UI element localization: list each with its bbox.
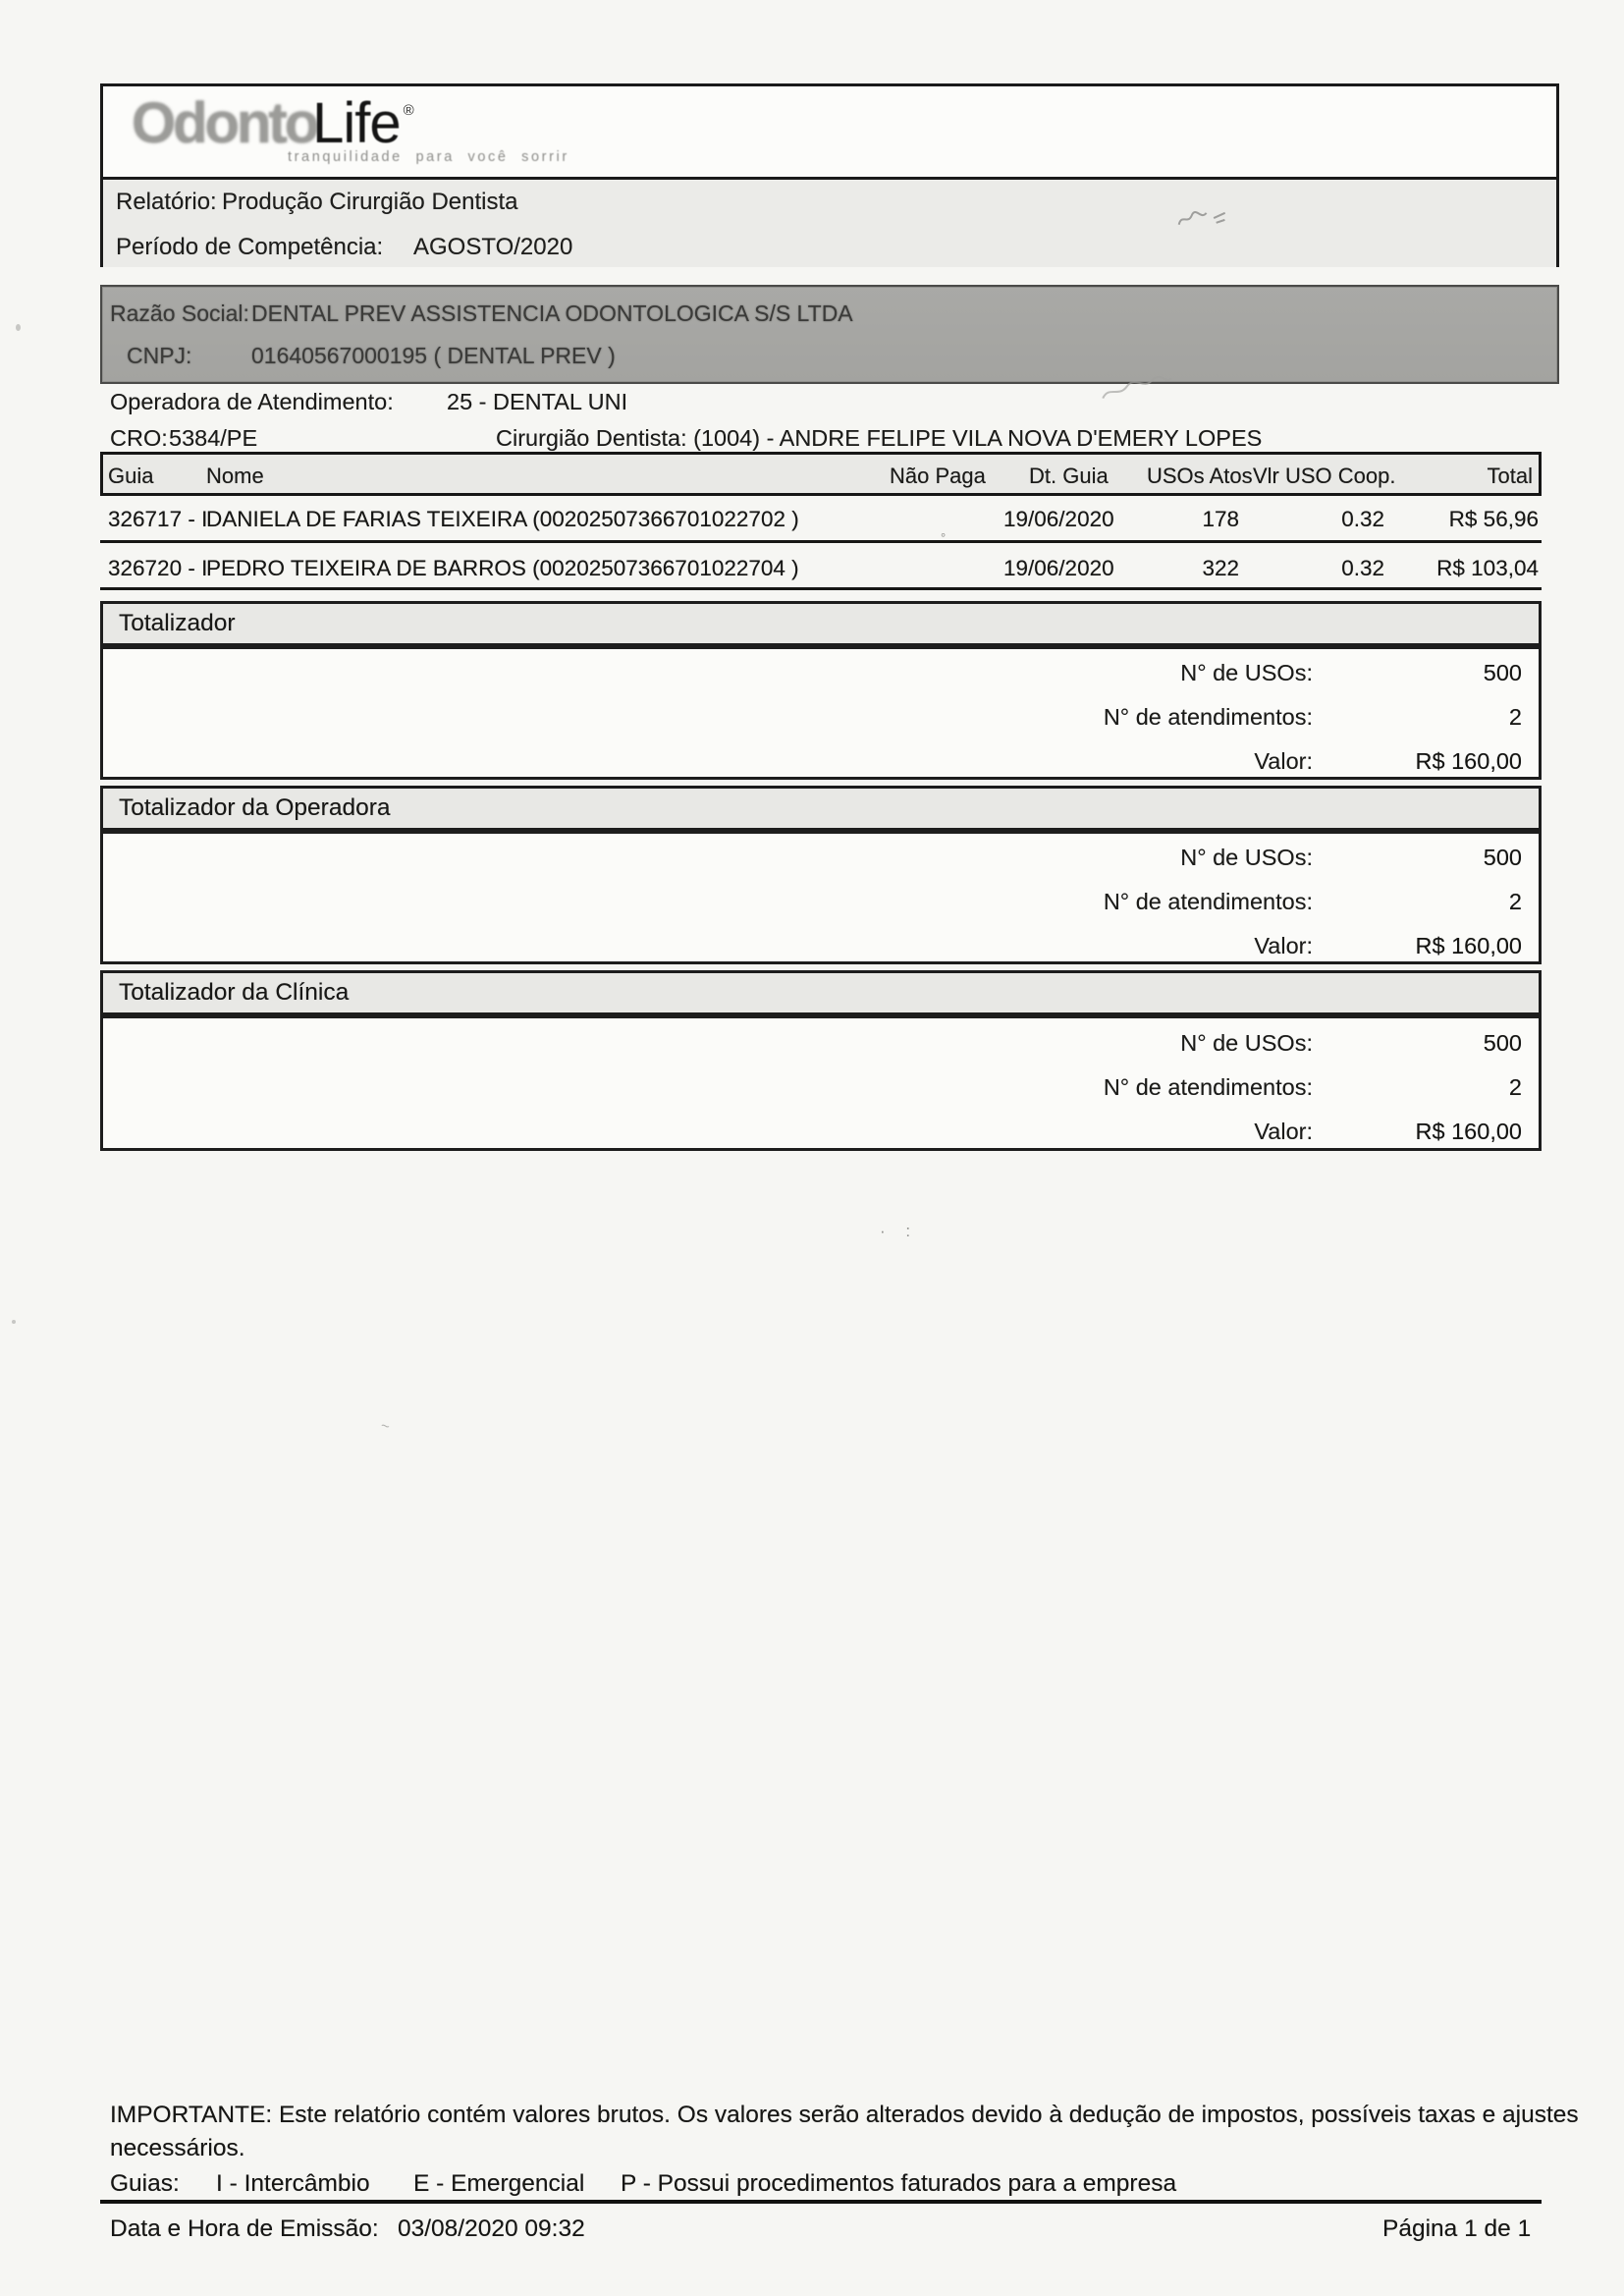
report-header-box [100,83,1559,267]
totalizer-box [100,646,1542,780]
valor-label: Valor: [1254,748,1313,774]
row-divider [100,587,1542,590]
row-total: R$ 56,96 [1448,507,1539,531]
row-vlr-uso: 0.32 [1341,507,1384,531]
footer-divider [100,2200,1542,2204]
guias-label: Guias: [110,2170,180,2197]
totalizer-title: Totalizador da Operadora [119,794,391,821]
totalizer-title-bar [100,970,1542,1015]
row-usos-atos: 178 [1202,507,1239,531]
scan-artifact-tilde: ~ [379,1417,392,1436]
cnpj-label: CNPJ: [127,343,192,368]
odontolife-logo [132,90,414,156]
logo-life-text: Life [312,91,401,155]
row-nome: PEDRO TEIXEIRA DE BARROS (00202507366701022704 ) [206,556,799,580]
col-nome: Nome [206,464,264,488]
emission-value: 03/08/2020 09:32 [398,2215,585,2242]
logo-odonto-text: Odonto [132,91,317,155]
cnpj-value: 01640567000195 ( DENTAL PREV ) [251,343,616,368]
col-vlr-uso: Vlr USO Coop. [1253,464,1396,488]
atendimentos-value: 2 [1508,1074,1522,1100]
row-usos-atos: 322 [1202,556,1239,580]
scan-artifact-speck [12,1320,16,1324]
emission-label: Data e Hora de Emissão: [110,2215,379,2242]
col-usos-atos: USOs Atos [1147,464,1253,488]
usos-label: N° de USOs: [1180,845,1313,870]
valor-value: R$ 160,00 [1415,933,1522,958]
scan-artifact-speck: ° [941,530,947,545]
col-total: Total [1487,464,1533,488]
razao-social-label: Razão Social: [110,301,249,326]
period-label: Período de Competência: [116,234,384,260]
report-label: Relatório: [116,189,217,215]
col-dt-guia: Dt. Guia [1029,464,1109,488]
usos-value: 500 [1483,1030,1522,1056]
guides-table-header [100,452,1542,496]
valor-value: R$ 160,00 [1415,748,1522,774]
row-total: R$ 103,04 [1436,556,1539,580]
row-nome: DANIELA DE FARIAS TEIXEIRA (00202507366701022702 ) [206,507,799,531]
row-dt-guia: 19/06/2020 [1003,556,1114,580]
company-info-bar [100,285,1559,384]
legend-possui-procedimentos: P - Possui procedimentos faturados para a empresa [621,2170,1177,2197]
totalizer-title: Totalizador da Clínica [119,979,350,1006]
atendimentos-label: N° de atendimentos: [1103,889,1313,914]
important-note-line1: IMPORTANTE: Este relatório contém valores brutos. Os valores serão alterados devido à dedução de impostos, possíveis taxas e ajustes [110,2102,1579,2128]
usos-value: 500 [1483,845,1522,870]
totalizer-box [100,1015,1542,1151]
usos-label: N° de USOs: [1180,1030,1313,1056]
totalizer-title: Totalizador [119,610,236,636]
registered-trademark-icon: ® [403,102,414,119]
row-guia: 326717 - I [108,507,208,531]
col-guia: Guia [108,464,154,488]
atendimentos-label: N° de atendimentos: [1103,704,1313,730]
totalizer-title-bar [100,601,1542,646]
valor-label: Valor: [1254,933,1313,958]
atendimentos-value: 2 [1508,704,1522,730]
important-note-line2: necessários. [110,2135,245,2161]
usos-value: 500 [1483,660,1522,685]
operadora-value: 25 - DENTAL UNI [447,389,628,414]
row-vlr-uso: 0.32 [1341,556,1384,580]
row-dt-guia: 19/06/2020 [1003,507,1114,531]
table-row [100,507,1542,536]
dentist-line: Cirurgião Dentista: (1004) - ANDRE FELIPE VILA NOVA D'EMERY LOPES [496,425,1263,451]
report-value: Produção Cirurgião Dentista [222,189,518,215]
table-row [100,556,1542,585]
atendimentos-label: N° de atendimentos: [1103,1074,1313,1100]
razao-social-value: DENTAL PREV ASSISTENCIA ODONTOLOGICA S/S LTDA [251,301,853,326]
valor-value: R$ 160,00 [1415,1119,1522,1144]
operadora-label: Operadora de Atendimento: [110,389,394,414]
usos-label: N° de USOs: [1180,660,1313,685]
scan-artifact-speck [16,324,21,331]
cro-label: CRO: [110,425,168,451]
period-value: AGOSTO/2020 [413,234,573,260]
row-divider [100,540,1542,543]
cro-value: 5384/PE [169,425,258,451]
totalizer-title-bar [100,786,1542,831]
totalizer-box [100,831,1542,964]
legend-emergencial: E - Emergencial [413,2170,585,2197]
atendimentos-value: 2 [1508,889,1522,914]
report-meta-strip [103,180,1556,267]
col-nao-paga: Não Paga [890,464,986,488]
scan-artifact-dots: · : [880,1222,919,1240]
logo-area [103,86,1556,180]
logo-tagline: tranquilidade para você sorrir [288,149,569,165]
valor-label: Valor: [1254,1119,1313,1144]
row-guia: 326720 - I [108,556,208,580]
page-indicator: Página 1 de 1 [1382,2215,1532,2242]
legend-intercambio: I - Intercâmbio [216,2170,370,2197]
